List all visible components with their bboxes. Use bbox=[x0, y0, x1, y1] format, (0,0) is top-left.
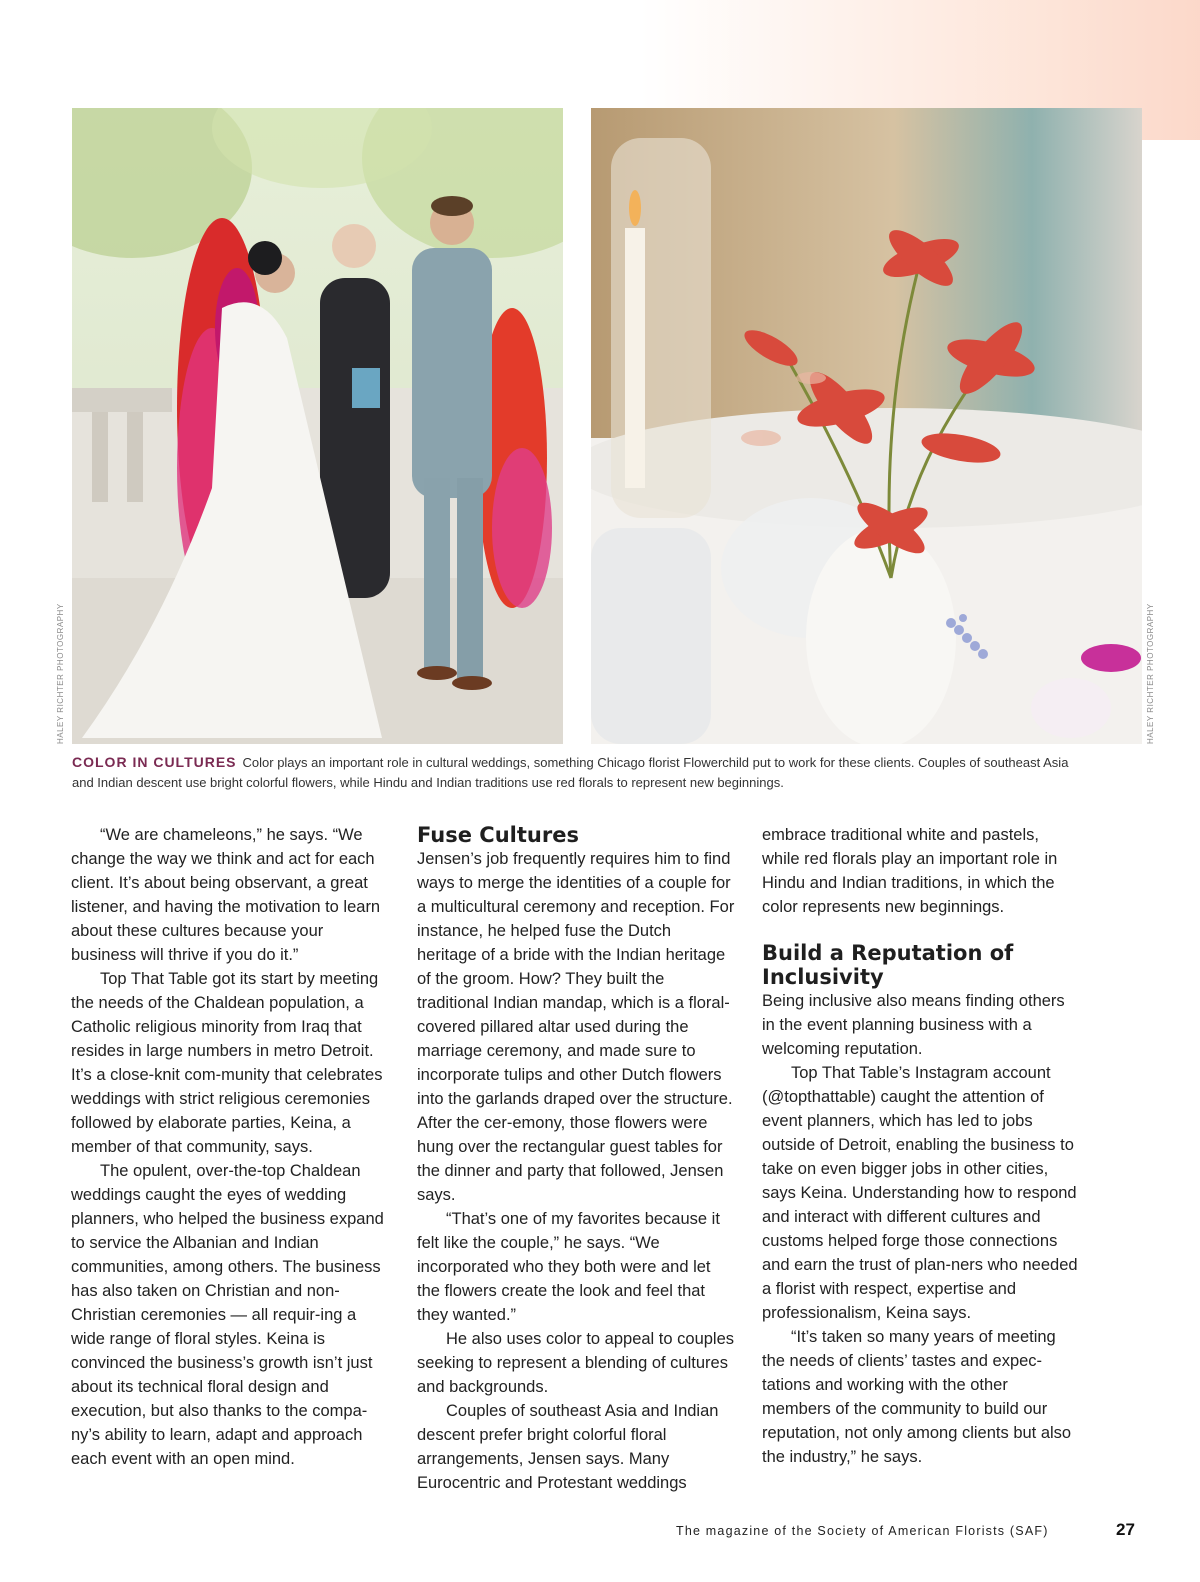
magazine-footer: The magazine of the Society of American Florists (SAF) bbox=[676, 1524, 1049, 1538]
article-column-3 bbox=[762, 823, 1080, 1469]
paragraph: Jensen’s job frequently requires him to find ways to merge the identities of a couple for a multicultural ceremony and reception. For instance, he helped fuse the Dutch heritage of a bride with the Indian heritage of the groom. How? They built the traditional Indian mandap, which is a floral-covered pillared altar used during the marriage ceremony, and made sure to incorporate tulips and other Dutch flowers into the garlands draped over the structure. After the cer-emony, those flowers were hung over the rectangular guest tables for the dinner and party that followed, Jensen says. bbox=[417, 850, 735, 1204]
paragraph: Couples of southeast Asia and Indian descent prefer bright colorful floral arrangements, Jensen says. Many Eurocentric and Protestant weddings bbox=[417, 1402, 719, 1492]
ceremony-photo bbox=[72, 108, 563, 744]
article-column-2 bbox=[417, 823, 735, 1495]
section-heading-inclusivity: Build a Reputation of Inclusivity bbox=[762, 941, 1014, 989]
article-column-1 bbox=[71, 823, 389, 1471]
caption-heading: COLOR IN CULTURES bbox=[72, 754, 237, 770]
paragraph: He also uses color to appeal to couples seeking to represent a blending of cultures and backgrounds. bbox=[417, 1330, 735, 1396]
paragraph: Top That Table’s Instagram account (@topthattable) caught the attention of event planners, which has led to jobs outside of Detroit, enabling the business to take on even bigger jobs in other cities, says Keina. Understanding how to respond and interact with different cultures and customs helped forge those connections and earn the trust of plan-ners who needed a florist with respect, expertise and professionalism, Keina says. bbox=[762, 1064, 1078, 1322]
caption-text: Color plays an important role in cultural weddings, something Chicago florist Flowerchild put to work for these clients. Couples of southeast Asia and Indian descent use bright colorful flowers, while Hindu and Indian traditions use red florals to represent new beginnings. bbox=[72, 755, 1069, 790]
paragraph: “We are chameleons,” he says. “We change the way we think and act for each client. It’s about being observant, a great listener, and having the motivation to learn about these cultures because your business will thrive if you do it.” bbox=[71, 826, 381, 964]
photo-credit-left: HALEY RICHTER PHOTOGRAPHY bbox=[56, 603, 65, 744]
paragraph: Being inclusive also means finding others in the event planning business with a welcoming reputation. bbox=[762, 992, 1065, 1058]
paragraph: “It’s taken so many years of meeting the needs of clients’ tastes and expec-tations and working with the other members of the community to build our reputation, not only among clients but also the industry,” he says. bbox=[762, 1328, 1072, 1466]
photo-credit-right: HALEY RICHTER PHOTOGRAPHY bbox=[1146, 603, 1155, 744]
paragraph: The opulent, over-the-top Chaldean weddings caught the eyes of wedding planners, who helped the business expand to service the Albanian and Indian communities, among others. The business has also taken on Christian and non-Christian ceremonies — all requir-ing a wide range of floral styles. Keina is convinced the business’s growth isn’t just about its technical floral design and execution, but also thanks to the compa-ny’s ability to learn, adapt and approach each event with an open mind. bbox=[71, 1162, 384, 1468]
section-heading-fuse-cultures: Fuse Cultures bbox=[417, 823, 579, 847]
table-florals-photo bbox=[591, 108, 1142, 744]
photo-caption bbox=[72, 752, 1072, 793]
page-number: 27 bbox=[1116, 1520, 1135, 1539]
paragraph: Top That Table got its start by meeting the needs of the Chaldean population, a Catholic religious minority from Iraq that resides in large numbers in metro Detroit. It’s a close-knit com-munity that celebrates weddings with strict religious ceremonies followed by elaborate parties, Keina, a member of that community, says. bbox=[71, 970, 383, 1156]
paragraph: embrace traditional white and pastels, while red florals play an important role in Hindu and Indian traditions, in which the color represents new beginnings. bbox=[762, 826, 1058, 916]
paragraph: “That’s one of my favorites because it felt like the couple,” he says. “We incorporated who they both were and let the flowers create the look and feel that they wanted.” bbox=[417, 1210, 720, 1324]
